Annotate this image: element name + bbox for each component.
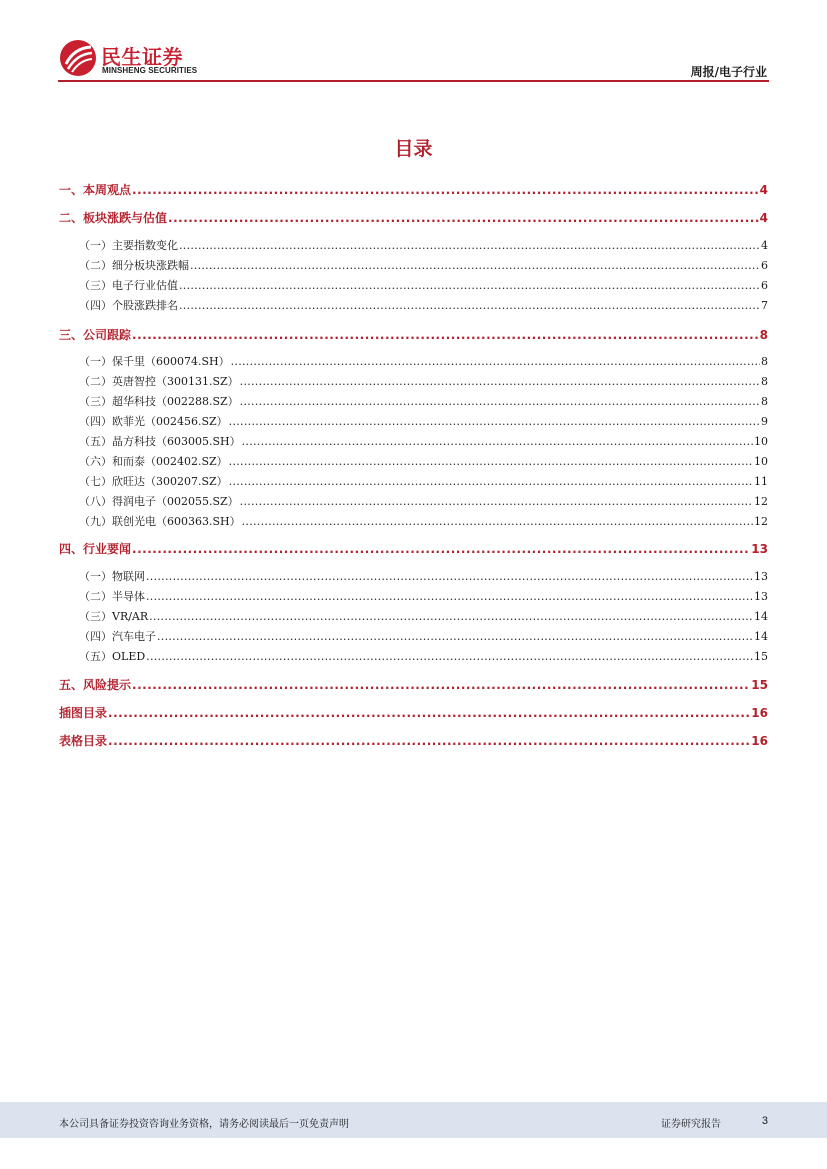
toc-entry-page: 6 — [761, 279, 768, 292]
footer-disclaimer: 本公司具备证券投资咨询业务资格，请务必阅读最后一页免责声明 — [59, 1119, 349, 1130]
toc-dot-leader — [149, 610, 753, 623]
toc-subsection-entry[interactable] — [79, 413, 768, 429]
toc-subsection-entry[interactable] — [79, 608, 768, 624]
toc-dot-leader — [179, 279, 760, 292]
toc-subsection-entry[interactable] — [79, 393, 768, 409]
toc-entry-label: 表格目录 — [59, 734, 108, 748]
report-type: 周报/电子行业 — [690, 65, 767, 79]
toc-entry-page: 11 — [754, 475, 768, 488]
toc-dot-leader — [108, 734, 750, 748]
toc-entry-page: 8 — [761, 355, 768, 368]
toc-entry-page: 13 — [754, 590, 768, 603]
toc-dot-leader — [146, 650, 753, 663]
page-number: 3 — [761, 1115, 768, 1127]
toc-entry-page: 16 — [751, 734, 768, 748]
toc-section-entry[interactable] — [59, 676, 768, 693]
toc-subsection-entry[interactable] — [79, 277, 768, 293]
toc-subsection-entry[interactable] — [79, 373, 768, 389]
toc-subsection-entry[interactable] — [79, 493, 768, 509]
toc-entry-label: （二）半导体 — [79, 590, 145, 603]
toc-entry-label: （一）物联网 — [79, 570, 145, 583]
toc-entry-label: （二）英唐智控（300131.SZ） — [79, 375, 239, 388]
toc-dot-leader — [132, 542, 750, 556]
toc-dot-leader — [168, 211, 759, 225]
toc-title: 目录 — [394, 138, 433, 160]
toc-subsection-entry[interactable] — [79, 257, 768, 273]
toc-subsection-entry[interactable] — [79, 588, 768, 604]
toc-section-entry[interactable] — [59, 326, 768, 343]
toc-subsection-entry[interactable] — [79, 433, 768, 449]
toc-dot-leader — [179, 299, 760, 312]
toc-entry-page: 12 — [754, 515, 768, 528]
toc-dot-leader — [132, 328, 759, 342]
toc-subsection-entry[interactable] — [79, 568, 768, 584]
toc-entry-page: 10 — [754, 435, 768, 448]
toc-entry-page: 15 — [754, 650, 768, 663]
company-logo — [58, 38, 208, 80]
toc-entry-page: 14 — [754, 630, 768, 643]
toc-entry-page: 4 — [761, 239, 768, 252]
toc-section-entry[interactable] — [59, 704, 768, 721]
toc-section-entry[interactable] — [59, 209, 768, 226]
toc-section-entry[interactable] — [59, 181, 768, 198]
toc-dot-leader — [242, 515, 753, 528]
toc-dot-leader — [229, 415, 760, 428]
toc-subsection-entry[interactable] — [79, 513, 768, 529]
toc-entry-page: 4 — [759, 183, 768, 197]
toc-dot-leader — [190, 259, 760, 272]
footer-doc-type: 证券研究报告 — [661, 1119, 721, 1130]
toc-entry-label: （三）电子行业估值 — [79, 279, 178, 292]
toc-entry-page: 8 — [761, 395, 768, 408]
toc-dot-leader — [108, 706, 750, 720]
toc-dot-leader — [146, 590, 753, 603]
toc-entry-label: 三、公司跟踪 — [59, 328, 132, 342]
toc-subsection-entry[interactable] — [79, 648, 768, 664]
toc-entry-page: 16 — [751, 706, 768, 720]
toc-entry-label: 插图目录 — [59, 706, 108, 720]
toc-entry-label: （四）欧菲光（002456.SZ） — [79, 415, 228, 428]
toc-entry-label: （五）OLED — [79, 650, 146, 663]
toc-dot-leader — [240, 395, 760, 408]
toc-subsection-entry[interactable] — [79, 453, 768, 469]
toc-subsection-entry[interactable] — [79, 628, 768, 644]
toc-entry-label: （一）主要指数变化 — [79, 239, 178, 252]
toc-entry-label: （七）欣旺达（300207.SZ） — [79, 475, 228, 488]
page-footer — [0, 1102, 827, 1138]
toc-dot-leader — [157, 630, 753, 643]
toc-dot-leader — [240, 495, 753, 508]
toc-entry-page: 7 — [761, 299, 768, 312]
toc-dot-leader — [146, 570, 753, 583]
logo-english-name: MINSHENG SECURITIES — [102, 66, 198, 75]
page-header — [0, 0, 827, 82]
toc-section-entry[interactable] — [59, 540, 768, 557]
minsheng-logo-icon — [58, 38, 98, 78]
toc-subsection-entry[interactable] — [79, 297, 768, 313]
toc-dot-leader — [132, 183, 759, 197]
toc-entry-page: 13 — [751, 542, 768, 556]
toc-subsection-entry[interactable] — [79, 237, 768, 253]
toc-entry-label: （三）VR/AR — [79, 610, 149, 623]
toc-entry-label: （八）得润电子（002055.SZ） — [79, 495, 239, 508]
toc-dot-leader — [132, 678, 750, 692]
toc-entry-page: 8 — [761, 375, 768, 388]
toc-entry-page: 6 — [761, 259, 768, 272]
toc-entry-label: （六）和而泰（002402.SZ） — [79, 455, 228, 468]
toc-entry-label: （九）联创光电（600363.SH） — [79, 515, 241, 528]
toc-entry-page: 12 — [754, 495, 768, 508]
toc-dot-leader — [231, 355, 760, 368]
toc-dot-leader — [240, 375, 760, 388]
toc-entry-label: （三）超华科技（002288.SZ） — [79, 395, 239, 408]
toc-subsection-entry[interactable] — [79, 353, 768, 369]
toc-entry-label: （四）汽车电子 — [79, 630, 156, 643]
toc-entry-label: 一、本周观点 — [59, 183, 132, 197]
toc-entry-label: （二）细分板块涨跌幅 — [79, 259, 189, 272]
toc-entry-label: 五、风险提示 — [59, 678, 132, 692]
toc-entry-page: 9 — [761, 415, 768, 428]
toc-dot-leader — [242, 435, 753, 448]
toc-section-entry[interactable] — [59, 732, 768, 749]
toc-entry-page: 8 — [759, 328, 768, 342]
toc-entry-label: 二、板块涨跌与估值 — [59, 211, 168, 225]
toc-entry-label: 四、行业要闻 — [59, 542, 132, 556]
toc-entry-label: （四）个股涨跌排名 — [79, 299, 178, 312]
toc-entry-page: 4 — [759, 211, 768, 225]
toc-entry-page: 13 — [754, 570, 768, 583]
logo-chinese-name: 民生证券 — [101, 45, 183, 69]
header-divider — [58, 80, 769, 82]
toc-entry-label: （五）晶方科技（603005.SH） — [79, 435, 241, 448]
toc-subsection-entry[interactable] — [79, 473, 768, 489]
toc-dot-leader — [179, 239, 760, 252]
toc-entry-label: （一）保千里（600074.SH） — [79, 355, 230, 368]
toc-dot-leader — [229, 455, 753, 468]
toc-entry-page: 14 — [754, 610, 768, 623]
toc-dot-leader — [229, 475, 753, 488]
toc-entry-page: 10 — [754, 455, 768, 468]
toc-entry-page: 15 — [751, 678, 768, 692]
